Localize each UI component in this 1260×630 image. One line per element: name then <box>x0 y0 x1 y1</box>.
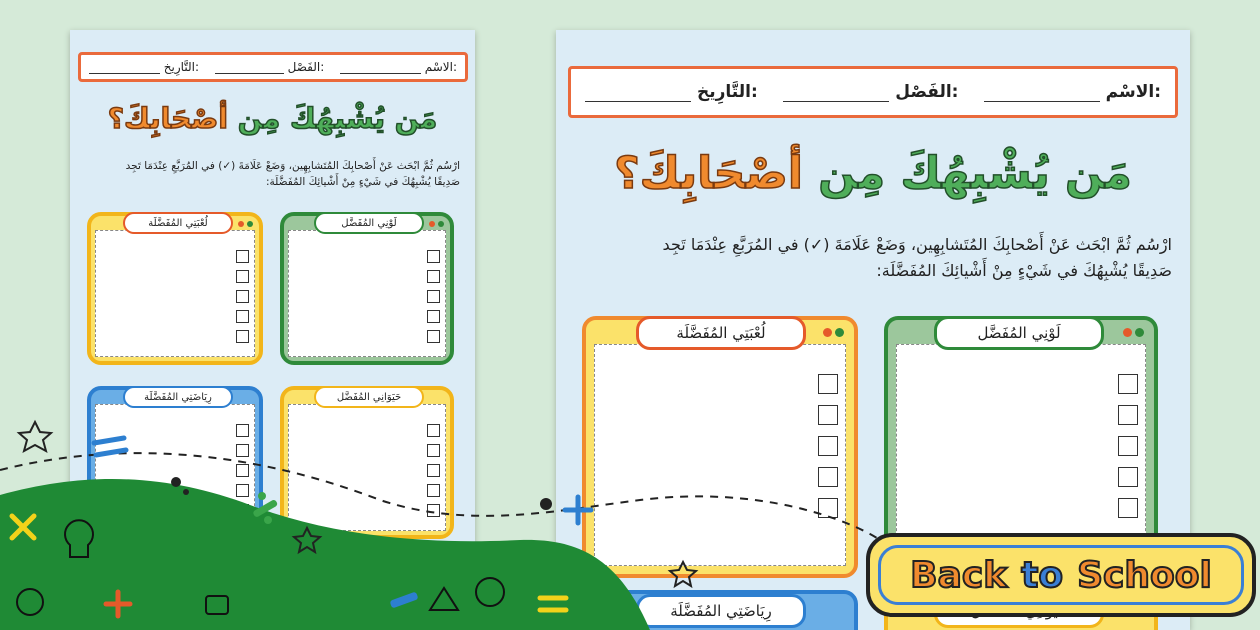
card-label: حَيَوَانِي المُفَضَّل <box>314 386 424 408</box>
instructions: ارْسُم ثُمَّ ابْحَث عَنْ أَصْحابِكَ المُتَشابِهِين، وَضَعْ عَلَامَةَ (✓) في المُرَبَّعِ عِنْدَمَا تَجِد صَدِيقًا يُشْبِهُكَ في شَيْءٍ مِنْ أَشْيائِكَ المُفَضَّلَة: <box>662 235 1172 280</box>
plus-icon <box>565 497 591 523</box>
date-label: التَّارِيخ: <box>163 60 199 74</box>
instructions: ارْسُم ثُمَّ ابْحَث عَنْ أَصْحابِكَ المُتَشابِهِين، وَضَعْ عَلَامَةَ (✓) في المُرَبَّعِ عِنْدَمَا تَجِد صَدِيقًا يُشْبِهُكَ في شَيْءٍ مِنْ أَشْيائِكَ المُفَضَّلَة: <box>125 160 460 188</box>
name-label: الاسْم: <box>424 60 457 74</box>
card-label: رِيَاضَتِي المُفَضَّلَة <box>123 386 233 408</box>
name-label: الاسْم: <box>1105 82 1161 102</box>
banner-word-back: Back <box>910 554 1008 596</box>
card-label: لَوْنِي المُفَضَّل <box>934 316 1104 350</box>
class-label: الفَصْل: <box>895 82 959 102</box>
equals-icon <box>94 438 126 455</box>
banner-word-to: to <box>1021 554 1064 596</box>
card-label: لَوْنِي المُفَضَّل <box>314 212 424 234</box>
worksheet-title: مَن يُشْبِهُكَ مِن أصْحَابِكَ؟ <box>614 148 1132 199</box>
card-label: لُعْبَتِي المُفَضَّلَة <box>123 212 233 234</box>
worksheet-title: مَن يُشْبِهُكَ مِن أصْحَابِكَ؟ <box>107 102 438 135</box>
date-label: التَّارِيخ: <box>697 82 758 102</box>
card-label: لُعْبَتِي المُفَضَّلَة <box>636 316 806 350</box>
banner-word-school: School <box>1077 554 1212 596</box>
card-label: رِيَاضَتِي المُفَضَّلَة <box>636 594 806 628</box>
back-to-school-banner <box>866 533 1256 617</box>
class-label: الفَصْل: <box>287 60 325 74</box>
